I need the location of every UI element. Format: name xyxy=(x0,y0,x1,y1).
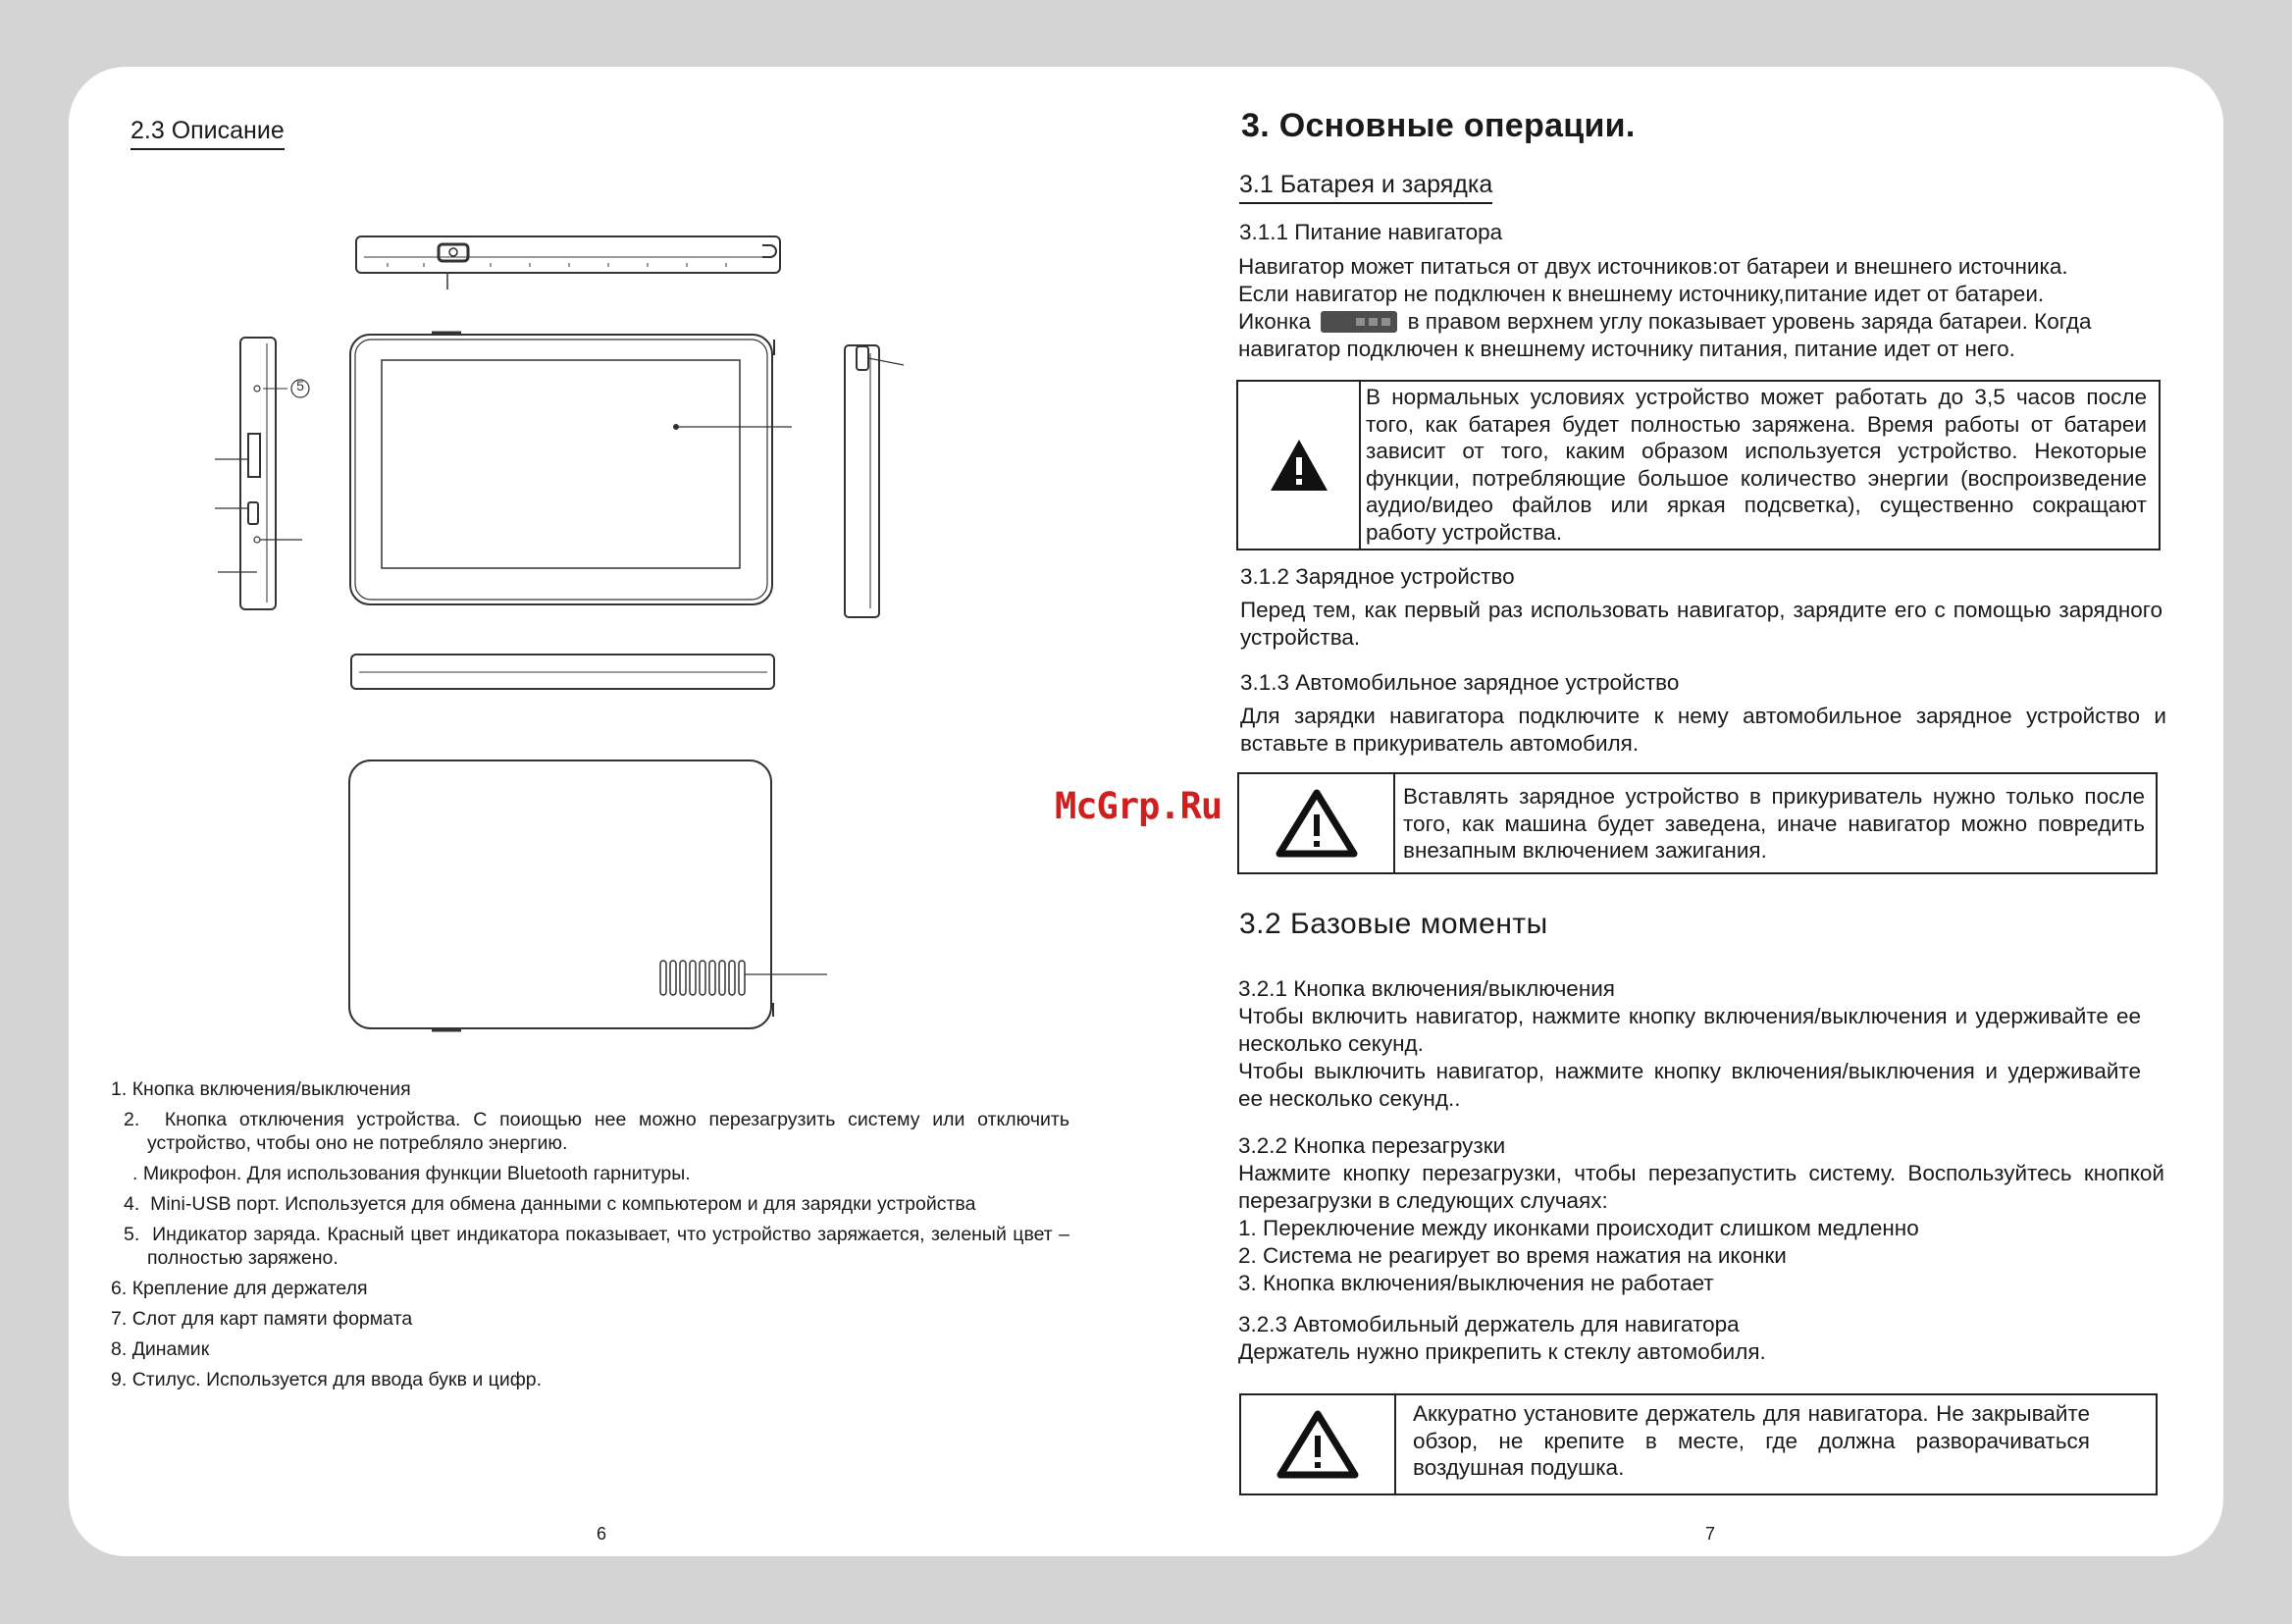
legend-item-9: 9. Стилус. Используется для ввода букв и цифр. xyxy=(111,1369,543,1390)
warning-icon xyxy=(1239,774,1395,872)
charger-paragraph: Перед тем, как первый раз использовать навигатор, зарядите его с помощью зарядного устройства. xyxy=(1240,598,2162,650)
page-number-left: 6 xyxy=(597,1524,607,1544)
subsection-heading-3-2-2: 3.2.2 Кнопка перезагрузки xyxy=(1238,1133,1506,1158)
device-left-side-view xyxy=(215,338,302,609)
list-item: 2. Система не реагирует во время нажатия на иконки xyxy=(1238,1243,1787,1268)
battery-icon xyxy=(1321,311,1397,333)
car-charger-paragraph: Для зарядки навигатора подключите к нему автомобильное зарядное устройство и вставьте в прикуриватель автомобиля. xyxy=(1240,704,2166,756)
subsection-heading-3-2-1: 3.2.1 Кнопка включения/выключения xyxy=(1238,976,1615,1001)
list-item: 1. Переключение между иконками происходит слишком медленно xyxy=(1238,1216,1919,1240)
subsection-heading-3-1-1: 3.1.1 Питание навигатора xyxy=(1239,220,1503,244)
chapter-title: 3. Основные операции. xyxy=(1241,107,1636,144)
section-heading-description: 2.3 Описание xyxy=(130,117,285,150)
device-right-side-view xyxy=(845,345,904,617)
warning-icon xyxy=(1241,1395,1396,1493)
callout-number-5: 5 xyxy=(296,378,304,393)
legend-item-4: 4. Mini-USB порт. Используется для обмена данными с компьютером и для зарядки устройства xyxy=(124,1193,976,1215)
reset-cases-list xyxy=(1238,1215,1919,1297)
device-bottom-view xyxy=(351,655,774,689)
warning-box-battery: В нормальных условиях устройство может работать до 3,5 часов после того, как батарея будет полностью заряжена. Время работы от батареи зависит от того, каким образом используется устройство. Некоторые функции, потребляющие большое количество энергии (воспроизведение аудио/видео файлов или яркая подсветка), существенно сокращают работу устройства. xyxy=(1236,380,2161,550)
legend-item-3: . Микрофон. Для использования функции Bluetooth гарнитуры. xyxy=(132,1163,691,1184)
component-legend xyxy=(111,1077,1069,1398)
section-heading-3-2: 3.2 Базовые моменты xyxy=(1239,908,1548,940)
section-heading-3-1: 3.1 Батарея и зарядка xyxy=(1239,171,1492,204)
power-button-paragraph: Чтобы включить навигатор, нажмите кнопку включения/выключения и удерживайте ее несколько секунд. Чтобы выключить навигатор, нажмите кнопку включения/выключения и удерживайте ее несколько секунд.. xyxy=(1238,1004,2141,1111)
subsection-heading-3-1-3: 3.1.3 Автомобильное зарядное устройство xyxy=(1240,670,1680,695)
legend-item-5: 5. Индикатор заряда. Красный цвет индикатора показывает, что устройство заряжается, зеленый цвет – полностью заряжено. xyxy=(124,1224,1069,1269)
subsection-heading-3-1-2: 3.1.2 Зарядное устройство xyxy=(1240,564,1515,589)
reset-button-paragraph: Нажмите кнопку перезагрузки, чтобы перезапустить систему. Воспользуйтесь кнопкой перезагрузки в следующих случаях: xyxy=(1238,1161,2164,1213)
car-holder-paragraph: Держатель нужно прикрепить к стеклу автомобиля. xyxy=(1238,1339,1766,1364)
subsection-heading-3-2-3: 3.2.3 Автомобильный держатель для навигатора xyxy=(1238,1312,1740,1336)
page-number-right: 7 xyxy=(1705,1524,1716,1544)
watermark: McGrp.Ru xyxy=(1055,785,1223,827)
legend-item-1: 1. Кнопка включения/выключения xyxy=(111,1078,411,1100)
legend-item-8: 8. Динамик xyxy=(111,1338,210,1360)
list-item: 3. Кнопка включения/выключения не работает xyxy=(1238,1271,1714,1295)
warning-box-holder: Аккуратно установите держатель для навигатора. Не закрывайте обзор, не крепите в месте, где должна разворачиваться воздушная подушка. xyxy=(1239,1393,2158,1495)
legend-item-6: 6. Крепление для держателя xyxy=(111,1278,368,1299)
legend-item-2: 2. Кнопка отключения устройства. С поиощью нее можно перезагрузить систему или отключить устройство, чтобы оно не потребляло энергию. xyxy=(124,1109,1069,1154)
warning-box-car-charger: Вставлять зарядное устройство в прикуриватель нужно только после того, как машина будет заведена, иначе навигатор можно повредить внезапным включением зажигания. xyxy=(1237,772,2158,874)
legend-item-7: 7. Слот для карт памяти формата xyxy=(111,1308,413,1330)
device-top-view xyxy=(356,236,780,289)
warning-icon xyxy=(1238,382,1361,549)
power-paragraph: Навигатор может питаться от двух источников:от батареи и внешнего источника. Если навигатор не подключен к внешнему источнику,питание идет от батареи. Иконка в правом верхнем углу показывает уровень заряда батареи. Когда навигатор подключен к внешнему источнику питания, питание идет от него. xyxy=(1238,254,2092,361)
device-back-view xyxy=(349,760,827,1030)
device-front-view xyxy=(350,333,792,604)
